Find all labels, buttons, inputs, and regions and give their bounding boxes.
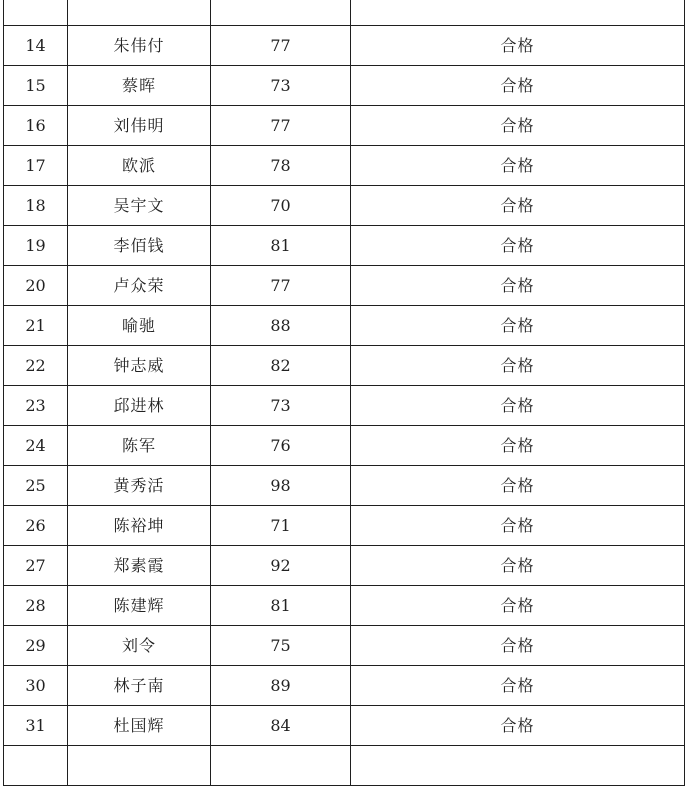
score-cell [211,746,351,786]
candidate-name-cell: 欧派 [68,146,211,186]
serial-number-cell: 26 [4,506,68,546]
table-row [4,466,685,506]
table-row [4,186,685,226]
serial-number-cell: 29 [4,626,68,666]
score-cell: 92 [211,546,351,586]
serial-number-cell: 25 [4,466,68,506]
table-row [4,306,685,346]
table-row [4,386,685,426]
result-cell: 合格 [351,386,685,426]
candidate-name-cell: 陈军 [68,426,211,466]
candidate-name-cell: 陈建辉 [68,586,211,626]
table-row [4,346,685,386]
score-cell: 82 [211,346,351,386]
table-row [4,666,685,706]
score-cell: 77 [211,266,351,306]
serial-number-cell [4,0,68,26]
serial-number-cell: 30 [4,666,68,706]
score-cell: 71 [211,506,351,546]
result-cell: 合格 [351,266,685,306]
results-sheet [3,0,680,786]
candidate-name-cell: 林子南 [68,666,211,706]
table-row [4,0,685,26]
candidate-name-cell: 朱伟付 [68,26,211,66]
result-cell: 合格 [351,66,685,106]
candidate-name-cell: 邱进林 [68,386,211,426]
result-cell: 合格 [351,426,685,466]
score-cell [211,0,351,26]
table-row [4,546,685,586]
serial-number-cell: 19 [4,226,68,266]
score-cell: 78 [211,146,351,186]
score-cell: 77 [211,106,351,146]
table-row [4,586,685,626]
table-row [4,746,685,786]
serial-number-cell: 31 [4,706,68,746]
table-row [4,66,685,106]
table-row [4,106,685,146]
candidate-name-cell: 李佰钱 [68,226,211,266]
table-row [4,226,685,266]
result-cell: 合格 [351,106,685,146]
score-cell: 73 [211,66,351,106]
score-cell: 75 [211,626,351,666]
candidate-name-cell: 钟志威 [68,346,211,386]
score-cell: 89 [211,666,351,706]
result-cell: 合格 [351,506,685,546]
result-cell: 合格 [351,586,685,626]
candidate-name-cell [68,0,211,26]
candidate-name-cell: 吴宇文 [68,186,211,226]
serial-number-cell: 27 [4,546,68,586]
result-cell: 合格 [351,226,685,266]
result-cell: 合格 [351,346,685,386]
serial-number-cell [4,746,68,786]
serial-number-cell: 14 [4,26,68,66]
serial-number-cell: 16 [4,106,68,146]
serial-number-cell: 17 [4,146,68,186]
table-row [4,506,685,546]
candidate-name-cell: 喻驰 [68,306,211,346]
result-cell: 合格 [351,666,685,706]
score-cell: 84 [211,706,351,746]
result-cell: 合格 [351,706,685,746]
candidate-name-cell: 卢众荣 [68,266,211,306]
score-cell: 88 [211,306,351,346]
serial-number-cell: 20 [4,266,68,306]
candidate-name-cell: 黄秀活 [68,466,211,506]
serial-number-cell: 28 [4,586,68,626]
score-cell: 98 [211,466,351,506]
score-cell: 81 [211,586,351,626]
result-cell: 合格 [351,146,685,186]
score-cell: 70 [211,186,351,226]
result-cell [351,0,685,26]
serial-number-cell: 21 [4,306,68,346]
table-row [4,426,685,466]
result-cell: 合格 [351,306,685,346]
candidate-name-cell: 蔡晖 [68,66,211,106]
table-row [4,626,685,666]
result-cell [351,746,685,786]
table-row [4,266,685,306]
candidate-name-cell: 杜国辉 [68,706,211,746]
candidate-name-cell: 郑素霞 [68,546,211,586]
results-table-body [4,0,685,786]
serial-number-cell: 23 [4,386,68,426]
table-row [4,706,685,746]
results-table [3,0,685,786]
candidate-name-cell: 刘令 [68,626,211,666]
serial-number-cell: 18 [4,186,68,226]
candidate-name-cell [68,746,211,786]
result-cell: 合格 [351,466,685,506]
table-row [4,146,685,186]
serial-number-cell: 15 [4,66,68,106]
serial-number-cell: 22 [4,346,68,386]
candidate-name-cell: 刘伟明 [68,106,211,146]
score-cell: 81 [211,226,351,266]
score-cell: 73 [211,386,351,426]
result-cell: 合格 [351,186,685,226]
score-cell: 77 [211,26,351,66]
serial-number-cell: 24 [4,426,68,466]
result-cell: 合格 [351,546,685,586]
candidate-name-cell: 陈裕坤 [68,506,211,546]
result-cell: 合格 [351,626,685,666]
table-row [4,26,685,66]
result-cell: 合格 [351,26,685,66]
score-cell: 76 [211,426,351,466]
